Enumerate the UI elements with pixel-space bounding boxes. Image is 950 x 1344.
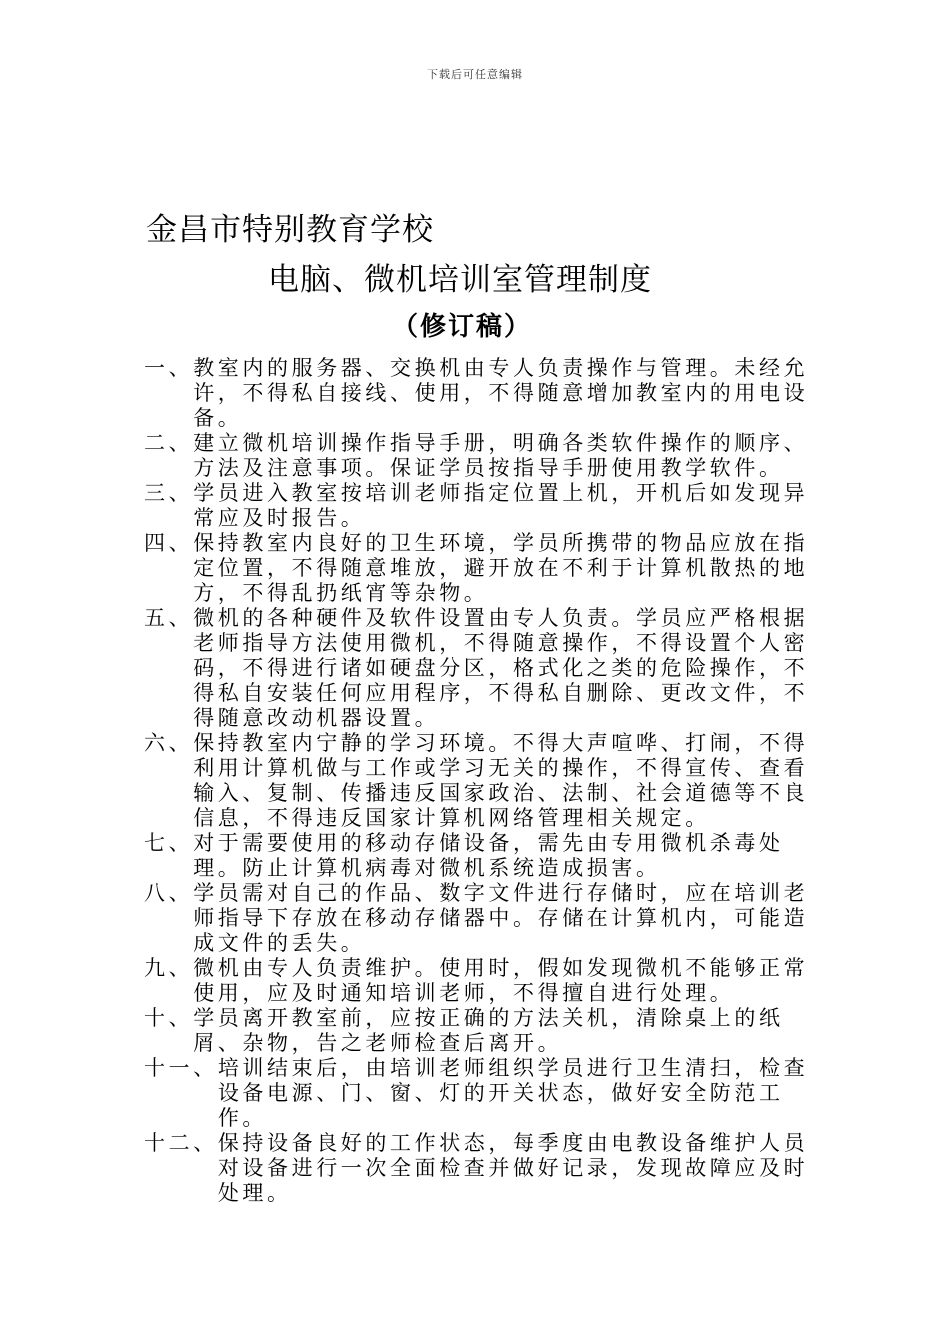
school-name: 金昌市特别教育学校: [146, 212, 434, 248]
rule-item: [144, 731, 824, 831]
rule-item: [144, 831, 824, 881]
rule-text: 保持教室内良好的卫生环境，学员所携带的物品应放在指定位置，不得随意堆放，避开放在不利于计算机散热的地方，不得乱扔纸宵等杂物。: [193, 531, 809, 605]
rule-text: 学员离开教室前，应按正确的方法关机，清除桌上的纸屑、杂物，告之老师检查后离开。: [193, 1006, 784, 1055]
rule-number: 四、: [144, 531, 194, 555]
rule-item: [144, 531, 824, 606]
rule-number: 七、: [144, 831, 194, 855]
page-subtitle: （修订稿）: [392, 312, 533, 342]
rule-item: [144, 606, 824, 731]
rule-item: [144, 356, 824, 431]
rule-item: [144, 1131, 824, 1206]
rule-text: 学员需对自己的作品、数字文件进行存储时，应在培训老师指导下存放在移动存储器中。存储在计算机内，可能造成文件的丢失。: [193, 881, 809, 955]
rule-text: 学员进入教室按培训老师指定位置上机，开机后如发现异常应及时报告。: [193, 481, 809, 530]
page-title: 电脑、微机培训室管理制度: [268, 262, 652, 298]
rule-text: 培训结束后，由培训老师组织学员进行卫生清扫，检查设备电源、门、窗、灯的开关状态，做好安全防范工作。: [217, 1056, 809, 1130]
rule-number: 十二、: [144, 1131, 218, 1155]
rule-text: 微机的各种硬件及软件设置由专人负责。学员应严格根据老师指导方法使用微机，不得随意操作，不得设置个人密码，不得进行诸如硬盘分区，格式化之类的危险操作，不得私自安装任何应用程序，不得私自删除、更改文件，不得随意改动机器设置。: [193, 606, 809, 730]
rule-item: [144, 881, 824, 956]
rules-list: [144, 356, 824, 1206]
rule-text: 教室内的服务器、交换机由专人负责操作与管理。未经允许，不得私自接线、使用，不得随意增加教室内的用电设备。: [193, 356, 809, 430]
rule-number: 十、: [144, 1006, 194, 1030]
rule-text: 保持教室内宁静的学习环境。不得大声喧哗、打闹，不得利用计算机做与工作或学习无关的操作，不得宣传、查看输入、复制、传播违反国家政治、法制、社会道德等不良信息，不得违反国家计算机网络管理相关规定。: [193, 731, 809, 830]
rule-text: 保持设备良好的工作状态，每季度由电教设备维护人员对设备进行一次全面检查并做好记录，发现故障应及时处理。: [217, 1131, 809, 1205]
rule-item: [144, 481, 824, 531]
rule-number: 一、: [144, 356, 194, 380]
rule-number: 九、: [144, 956, 194, 980]
rule-number: 三、: [144, 481, 194, 505]
rule-text: 建立微机培训操作指导手册，明确各类软件操作的顺序、方法及注意事项。保证学员按指导手册使用教学软件。: [193, 431, 809, 480]
rule-item: [144, 956, 824, 1006]
rule-number: 八、: [144, 881, 194, 905]
rule-number: 五、: [144, 606, 194, 630]
rule-item: [144, 1006, 824, 1056]
rule-number: 六、: [144, 731, 194, 755]
rule-item: [144, 1056, 824, 1131]
rule-number: 二、: [144, 431, 194, 455]
header-note: 下载后可任意编辑: [427, 68, 523, 81]
rule-text: 对于需要使用的移动存储设备，需先由专用微机杀毒处理。防止计算机病毒对微机系统造成损害。: [193, 831, 784, 880]
rule-text: 微机由专人负责维护。使用时，假如发现微机不能够正常使用，应及时通知培训老师，不得擅自进行处理。: [193, 956, 809, 1005]
rule-item: [144, 431, 824, 481]
rule-number: 十一、: [144, 1056, 218, 1080]
